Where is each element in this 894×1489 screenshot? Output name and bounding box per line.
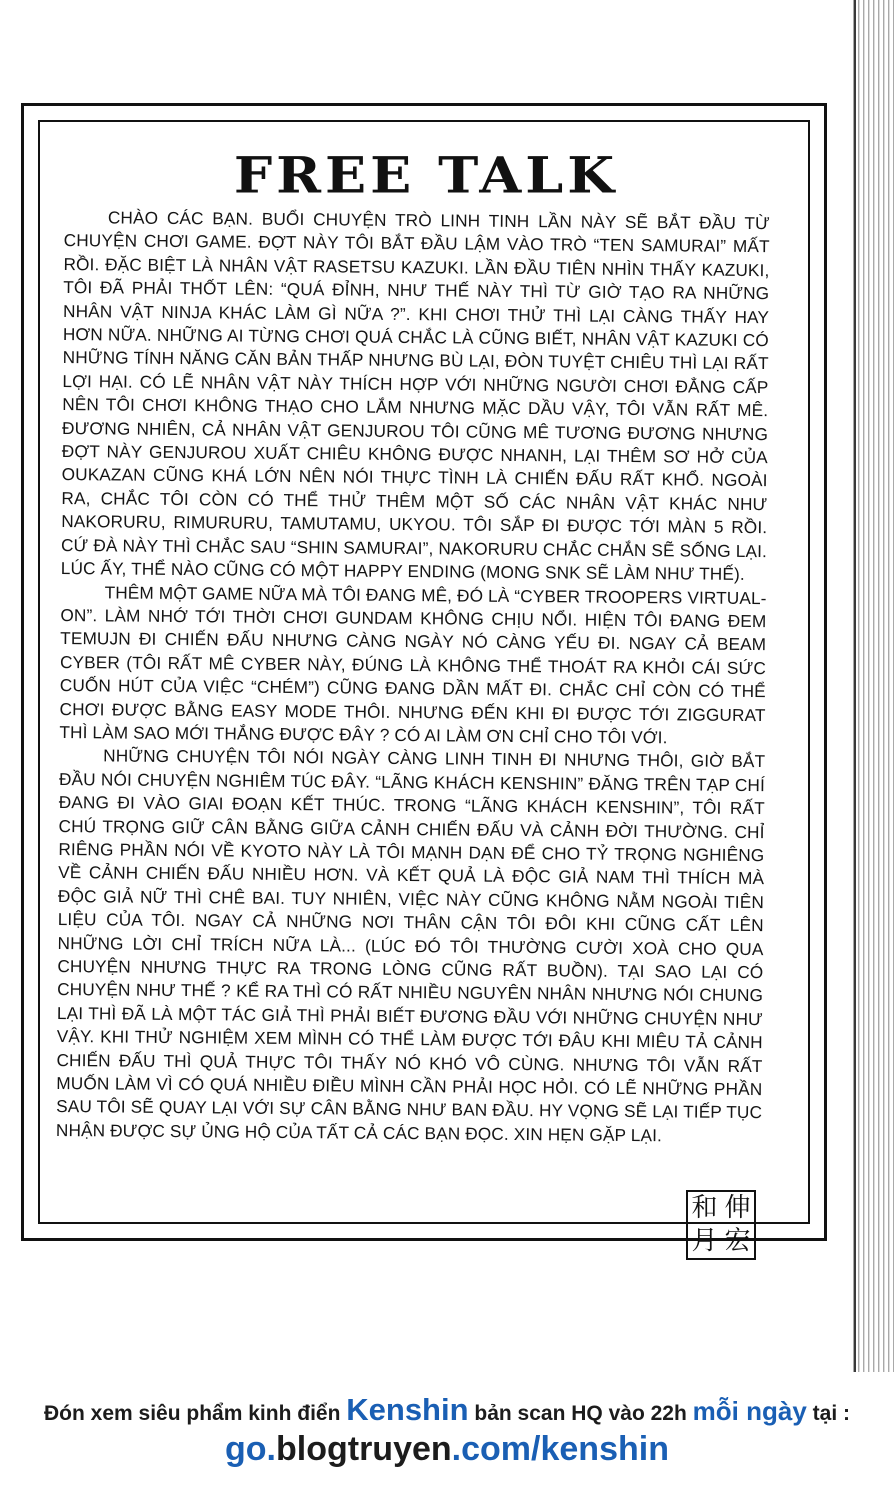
seal-char: 月: [691, 1226, 718, 1256]
paragraph-kenshin: NHỮNG CHUYỆN TÔI NÓI NGÀY CÀNG LINH TINH ĐI NHƯNG THÔI, GIỜ BẮT ĐẦU NÓI CHUYỆN NGHIÊM TÚC ĐÂY. “LÃNG KHÁCH KENSHIN” ĐĂNG TRÊN TẠP CHÍ ĐANG ĐI VÀO GIAI ĐOẠN KẾT THÚC. TRONG “LÃNG KHÁCH KENSHIN”, TÔI RẤT CHÚ TRỌNG GIỮ CÂN BẰNG GIỮA CẢNH CHIẾN ĐẤU VÀ CẢNH ĐỜI THƯỜNG. CHỈ RIÊNG PHẦN NÓI VỀ KYOTO NÀY LÀ TÔI MẠNH DẠN ĐỂ CHO TỶ TRỌNG NGHIÊNG VỀ CẢNH CHIẾN ĐẤU NHIỀU HƠN. VÀ KẾT QUẢ LÀ ĐỘC GIẢ NAM THÌ THÍCH MÀ ĐỘC GIẢ NỮ THÌ CHÊ BAI. TUY NHIÊN, VIỆC NÀY CŨNG KHÔNG NẰM NGOÀI TIÊN LIỆU CỦA TÔI. NGAY CẢ NHỮNG NƠI THÂN CẬN TÔI ĐÔI KHI CŨNG CẤT LÊN NHỮNG LỜI CHỈ TRÍCH NỮA LÀ... (LÚC ĐÓ TÔI THƯỜNG CƯỜI XOÀ CHO QUA CHUYỆN NHƯNG THỰC RA TRONG LÒNG CŨNG RẤT BUỒN). TẠI SAO LẠI CÓ CHUYỆN NHƯ THẾ ? KỂ RA THÌ CÓ RẤT NHIỀU NGUYÊN NHÂN NHƯNG NÓI CHUNG LẠI THÌ ĐÃ LÀ MỘT TÁC GIẢ THÌ PHẢI BIẾT ĐƯƠNG ĐẦU VỚI NHỮNG CHUYỆN NHƯ VẬY. KHI THỬ NGHIỆM XEM MÌNH CÓ THỂ LÀM ĐƯỢC TỚI ĐÂU KHI MIÊU TẢ CẢNH CHIẾN ĐẤU THÌ QUẢ THỰC TÔI THẤY NÓ KHÓ VÔ CÙNG. NHƯNG TÔI VẪN RẤT MUỐN LÀM VÌ CÓ QUÁ NHIỀU ĐIỀU MÌNH CẦN PHẢI HỌC HỎI. CÓ LẼ NHỮNG PHẦN SAU TÔI SẼ QUAY LẠI VỚI SỰ CÂN BẰNG NHƯ BAN ĐẦU. HY VỌNG SẼ LẠI TIẾP TỤC NHẬN ĐƯỢC SỰ ỦNG HỘ CỦA TẤT CẢ CÁC BẠN ĐỌC. XIN HẸN GẶP LẠI.: [55, 745, 766, 1146]
seal-char: 宏: [724, 1226, 751, 1256]
url-prefix: go.: [225, 1430, 276, 1468]
promo-brand: Kenshin: [346, 1392, 469, 1427]
seal-char: 和: [691, 1193, 718, 1223]
promo-accent: mỗi ngày: [692, 1396, 807, 1426]
url-tld: .com/: [451, 1430, 541, 1468]
paragraph-virtual-on: THÊM MỘT GAME NỮA MÀ TÔI ĐANG MÊ, ĐÓ LÀ “CYBER TROOPERS VIRTUAL-ON”. LÀM NHỚ TỚI THỜI CHƠI GUNDAM KHÔNG CHỊU NỔI. HIỆN TÔI ĐANG ĐEM TEMUJN ĐI CHIẾN ĐẤU NHƯNG CÀNG NGÀY NÓ CÀNG YẾU ĐI. NGAY CẢ BEAM CYBER (TÔI RẤT MÊ CYBER NÀY, ĐÚNG LÀ KHÔNG THỂ THOÁT RA KHỎI CÁI SỨC CUỐN HÚT CỦA VIỆC “CHÉM”) CŨNG ĐANG DẦN MẤT ĐI. CHẮC CHỈ CÒN CÓ THỂ CHƠI ĐƯỢC BẰNG EASY MODE THÔI. NHƯNG ĐẾN KHI ĐI ĐƯỢC TỚI ZIGGURAT THÌ LÀM SAO MỚI THẮNG ĐƯỢC ĐÂY ? CÓ AI LÀM ƠN CHỈ CHO TÔI VỚI.: [59, 581, 767, 748]
book-spine-line: [854, 0, 856, 1380]
url-path: kenshin: [540, 1430, 669, 1468]
promo-middle: bản scan HQ vào 22h: [474, 1402, 687, 1425]
paragraph-games: CHÀO CÁC BẠN. BUỔI CHUYỆN TRÒ LINH TINH LẦN NÀY SẼ BẮT ĐẦU TỪ CHUYỆN CHƠI GAME. ĐỢT NÀY TÔI BẮT ĐẦU LẬM VÀO TRÒ “TEN SAMURAI” MẤT RỒI. ĐẶC BIỆT LÀ NHÂN VẬT RASETSU KAZUKI. LẦN ĐẦU TIÊN NHÌN THẤY KAZUKI, TÔI ĐÃ PHẢI THỐT LÊN: “QUÁ ĐỈNH, NHƯ THẾ NÀY THÌ TỪ GIỜ TẠO RA NHỮNG NHÂN VẬT NINJA KHÁC LÀM GÌ NỮA ?”. KHI CHƠI THỬ THÌ LẠI CÀNG THẤY HAY HƠN NỮA. NHỮNG AI TỪNG CHƠI QUÁ CHẮC LÀ CŨNG BIẾT, NHÂN VẬT KAZUKI CÓ NHỮNG TÍNH NĂNG CĂN BẢN THẤP NHƯNG BÙ LẠI, ĐÒN TUYỆT CHIÊU THÌ LẠI RẤT LỢI HẠI. CÓ LẼ NHÂN VẬT NÀY THÍCH HỢP VỚI NHỮNG NGƯỜI CHƠI ĐẲNG CẤP NÊN TÔI CHƠI KHÔNG THẠO CHO LẮM NHƯNG MẶC DẦU VẬY, TÔI VẪN RẤT MÊ. ĐƯƠNG NHIÊN, CẢ NHÂN VẬT GENJUROU TÔI CŨNG MÊ TƯƠNG ĐƯƠNG NHƯNG ĐỢT NÀY GENJUROU XUẤT CHIÊU KHÔNG ĐƯỢC NHANH, LẠI THÊM SƠ HỞ CỦA OUKAZAN CŨNG KHÁ LỚN NÊN NÓI THỰC TÌNH LÀ CHIẾN ĐẤU RẤT KHỔ. NGOÀI RA, CHẮC TÔI CÒN CÓ THỂ THỬ THÊM MỘT SỐ CÁC NHÂN VẬT KHÁC NHƯ NAKORURU, RIMURURU, TAMUTAMU, UKYOU. TÔI SẮP ĐI ĐƯỢC TỚI MÀN 5 RỒI. CỨ ĐÀ NÀY THÌ CHẮC SAU “SHIN SAMURAI”, NAKORURU CHẮC CHẮN SẼ SỐNG LẠI. LÚC ẤY, THỂ NÀO CŨNG CÓ MỘT HAPPY ENDING (MONG SNK SẼ LÀM NHƯ THẾ).: [60, 207, 770, 585]
article-body: [56, 206, 770, 1148]
promo-url-link[interactable]: [0, 1430, 894, 1469]
seal-char: 伸: [724, 1193, 751, 1223]
promo-suffix: tại :: [812, 1402, 850, 1425]
book-page-edge: [850, 0, 894, 1380]
promo-announcement: [0, 1392, 894, 1428]
url-domain: blogtruyen: [276, 1430, 452, 1468]
promo-prefix: Đón xem siêu phẩm kinh điển: [44, 1402, 341, 1425]
article-title: FREE TALK: [233, 145, 619, 205]
author-seal: [686, 1190, 756, 1260]
